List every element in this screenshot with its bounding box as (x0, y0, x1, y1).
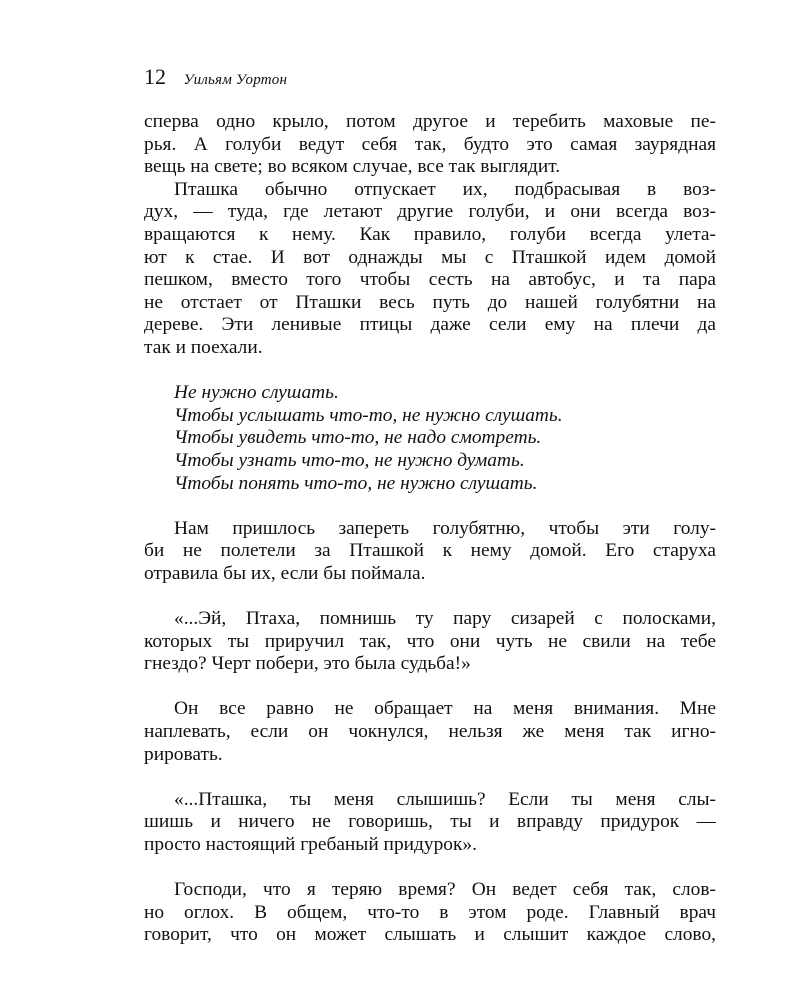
page-number: 12 (144, 64, 166, 89)
body-text (144, 111, 716, 947)
verse-line: Не нужно слушать. (174, 382, 339, 404)
text-line: Нам пришлось запереть голубятню, чтобы эти голу- (174, 517, 716, 539)
text-line: Он все равно не обращает на меня внимания. Мне (174, 698, 716, 720)
text-line: би не полетели за Пташкой к нему домой. Его старуха (144, 540, 716, 562)
text-line: не отстает от Пташки весь путь до нашей голубятни на (144, 291, 716, 313)
verse-block (144, 382, 716, 495)
paragraph (144, 789, 716, 857)
text-line: ют к стае. И вот однажды мы с Пташкой идем домой (144, 246, 716, 268)
verse-line: Чтобы услышать что-то, не нужно слушать. (174, 404, 563, 426)
text-line: дух, — туда, где летают другие голуби, и они всегда воз- (144, 201, 716, 223)
paragraph (144, 698, 716, 766)
block-spacer (144, 676, 716, 699)
block-spacer (144, 495, 716, 518)
text-line: отравила бы их, если бы поймала. (144, 562, 426, 584)
text-line: Господи, что я теряю время? Он ведет себя так, слов- (174, 879, 716, 901)
verse-line: Чтобы понять что-то, не нужно слушать. (174, 472, 538, 494)
book-page (144, 62, 716, 947)
block-spacer (144, 585, 716, 608)
text-line: вращаются к нему. Как правило, голуби всегда улета- (144, 223, 716, 245)
text-line: просто настоящий гребаный придурок». (144, 834, 477, 855)
text-line: гнездо? Черт побери, это была судьба!» (144, 653, 471, 675)
text-line: дереве. Эти ленивые птицы даже сели ему на плечи да (144, 314, 716, 336)
block-spacer (144, 360, 716, 383)
text-line: сперва одно крыло, потом другое и теребить маховые пе- (144, 111, 716, 132)
running-header-author: Уильям Уортон (183, 72, 288, 88)
text-line: «...Пташка, ты меня слышишь? Если ты меня слы- (174, 788, 716, 810)
verse-line: Чтобы увидеть что-то, не надо смотреть. (174, 427, 542, 449)
block-spacer (144, 766, 716, 789)
paragraph (144, 879, 716, 947)
running-header (144, 62, 716, 95)
text-line: наплевать, если он чокнулся, нельзя же меня так игно- (144, 721, 716, 743)
block-spacer (144, 857, 716, 880)
text-line: пешком, вместо того чтобы сесть на автобус, и та пара (144, 269, 716, 291)
paragraph (144, 111, 716, 179)
text-line: говорит, что он может слышать и слышит каждое слово, (144, 924, 716, 946)
text-line: которых ты приручил так, что они чуть не свили на тебе (144, 630, 716, 652)
paragraph (144, 518, 716, 586)
text-line: но оглох. В общем, что-то в этом роде. Главный врач (144, 901, 716, 923)
paragraph (144, 179, 716, 360)
verse-line: Чтобы узнать что-то, не нужно думать. (174, 449, 525, 471)
text-line: вещь на свете; во всяком случае, все так выглядит. (144, 156, 561, 178)
text-line: рья. А голуби ведут себя так, будто это самая заурядная (144, 133, 716, 155)
text-line: «...Эй, Птаха, помнишь ту пару сизарей с полосками, (174, 608, 716, 630)
text-line: Пташка обычно отпускает их, подбрасывая в воз- (174, 178, 716, 200)
text-line: шишь и ничего не говоришь, ты и вправду придурок — (144, 811, 716, 833)
text-line: так и поехали. (144, 336, 263, 358)
text-line: рировать. (144, 743, 223, 765)
paragraph (144, 608, 716, 676)
